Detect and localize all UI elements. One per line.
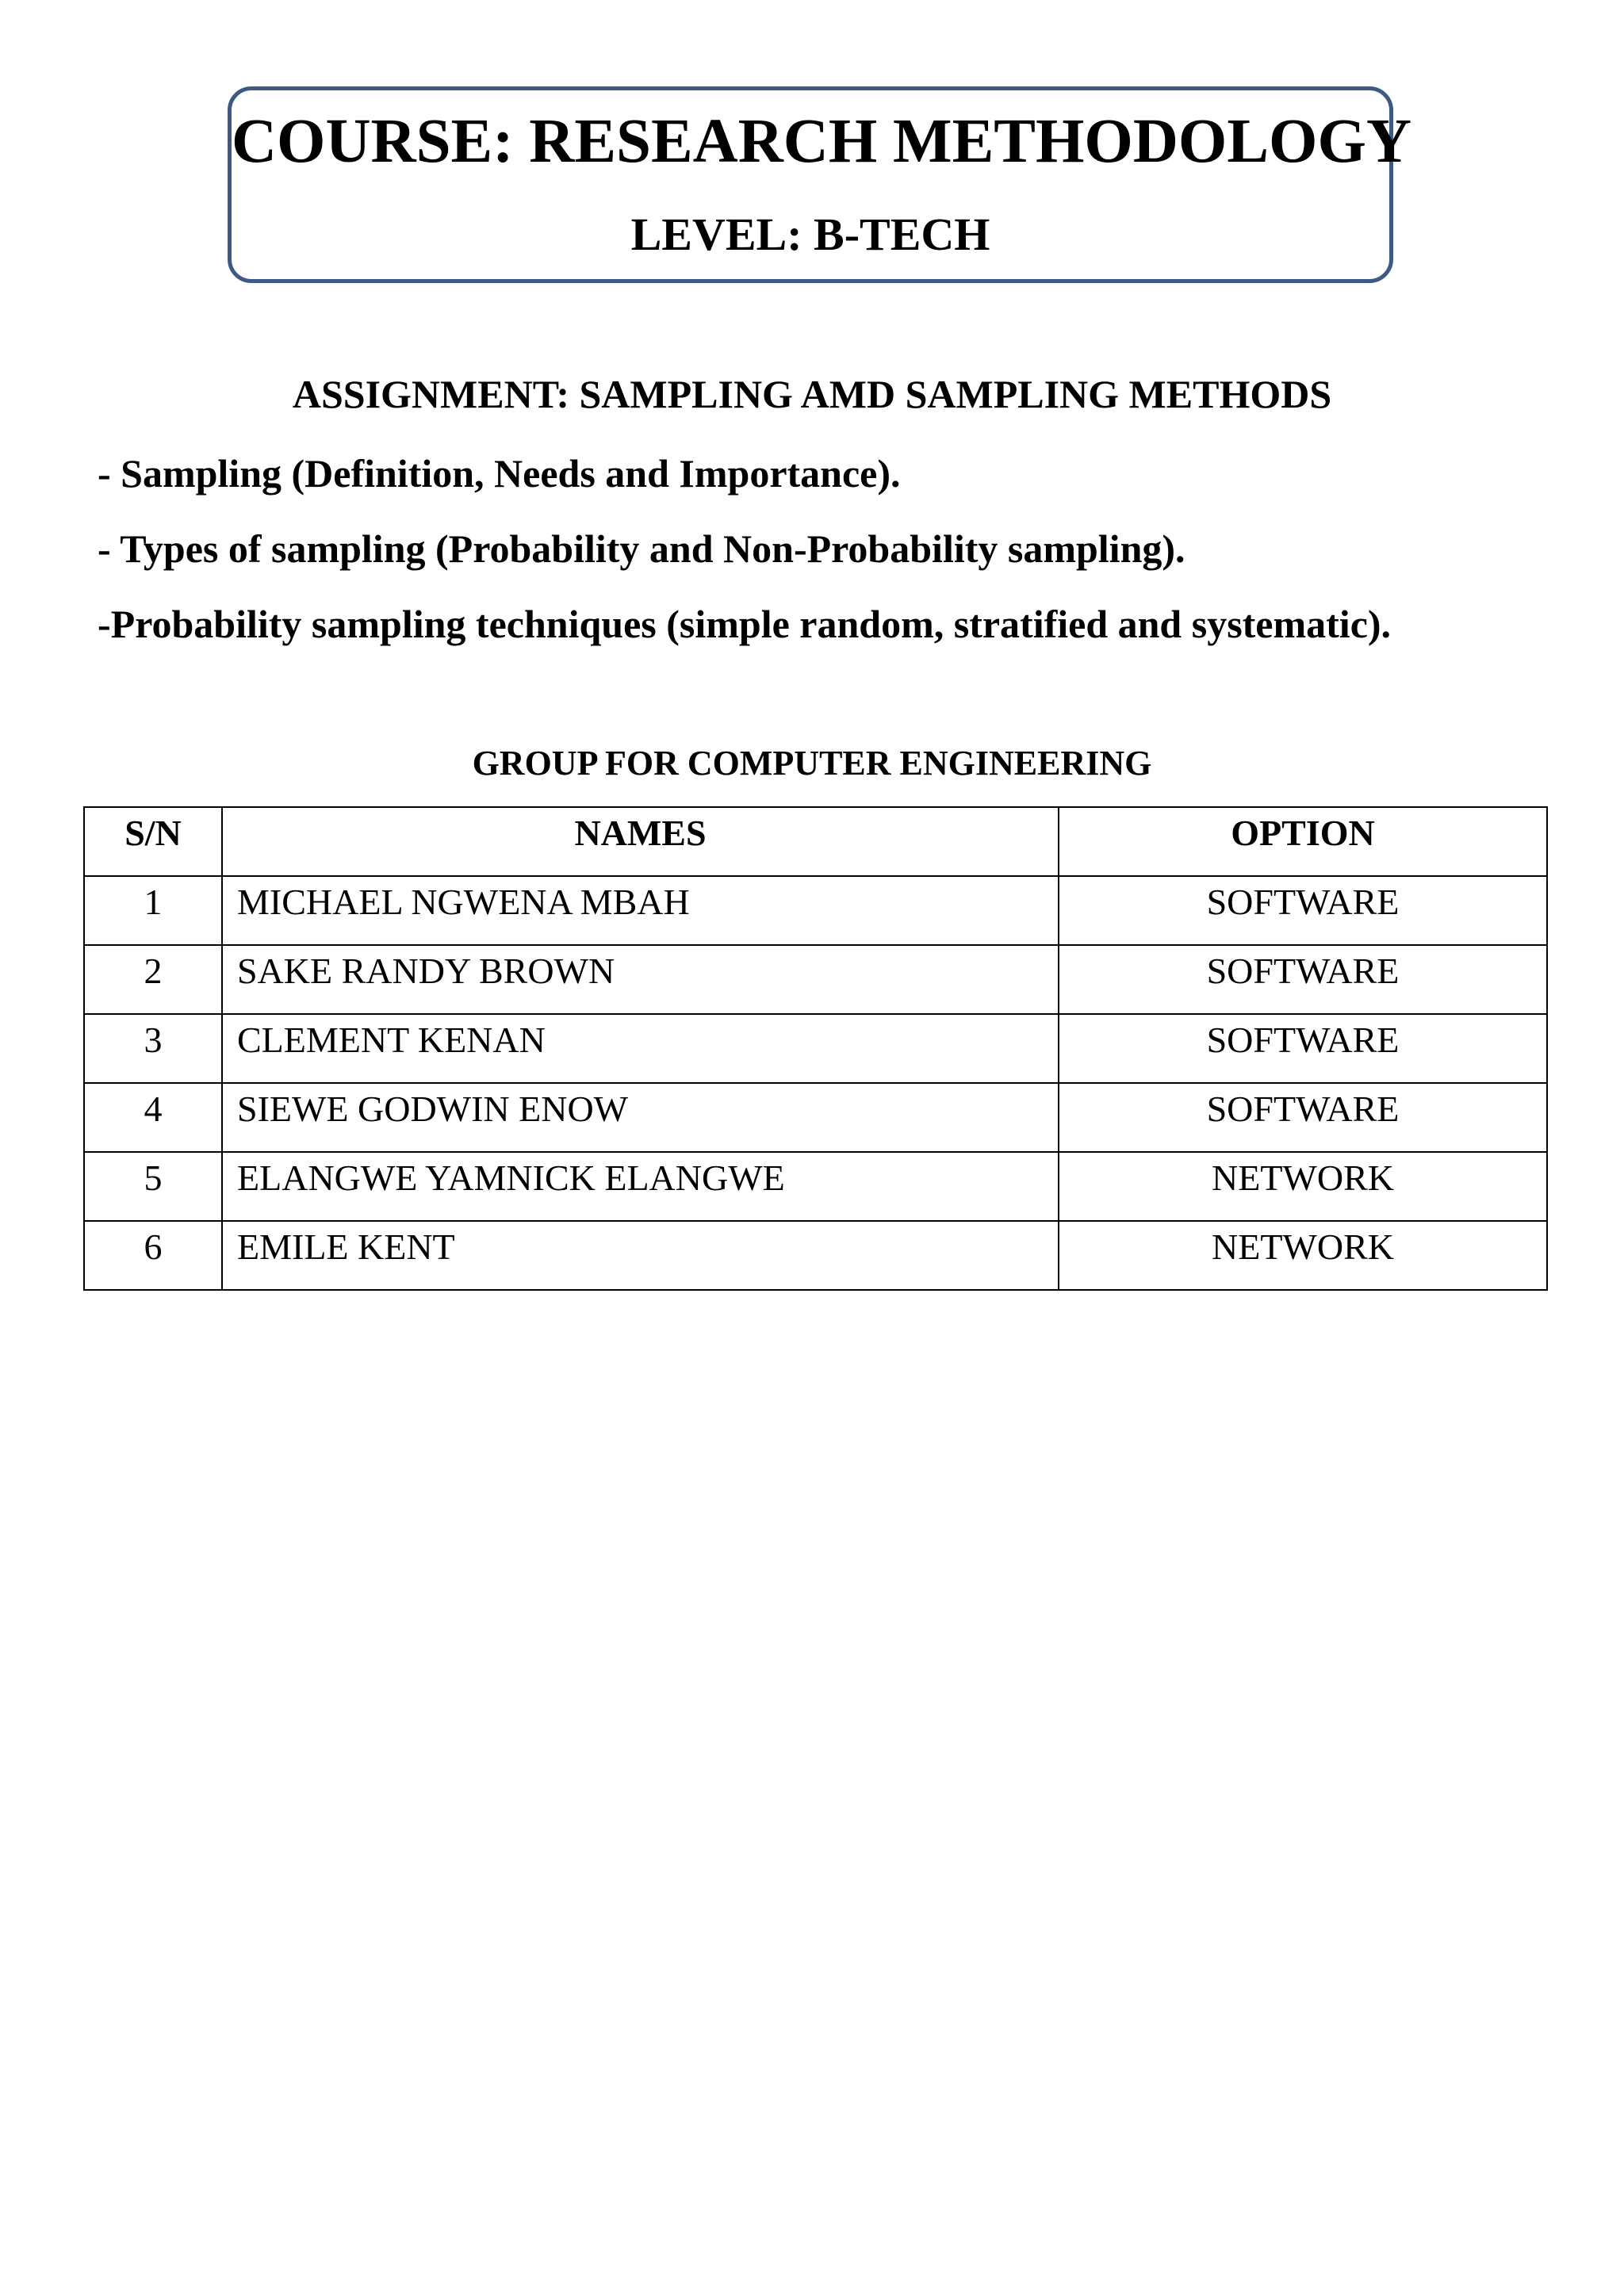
- cell-name: MICHAEL NGWENA MBAH: [222, 876, 1059, 945]
- table-row: [84, 876, 1547, 945]
- table-row: [84, 1014, 1547, 1083]
- cell-sn: 4: [84, 1083, 222, 1152]
- cell-name: CLEMENT KENAN: [222, 1014, 1059, 1083]
- cell-name: EMILE KENT: [222, 1221, 1059, 1290]
- table-row: [84, 1221, 1547, 1290]
- group-title: GROUP FOR COMPUTER ENGINEERING: [472, 744, 1152, 783]
- assignment-title: ASSIGNMENT: SAMPLING AMD SAMPLING METHODS: [292, 372, 1332, 416]
- topic-item: - Sampling (Definition, Needs and Importance).: [98, 451, 901, 496]
- cell-option: SOFTWARE: [1059, 945, 1547, 1014]
- table-row: [84, 1152, 1547, 1221]
- cell-option: SOFTWARE: [1059, 876, 1547, 945]
- cell-option: NETWORK: [1059, 1221, 1547, 1290]
- cell-sn: 2: [84, 945, 222, 1014]
- course-title: COURSE: RESEARCH METHODOLOGY: [232, 107, 1412, 176]
- column-header-sn: S/N: [84, 807, 222, 876]
- cell-option: NETWORK: [1059, 1152, 1547, 1221]
- cell-sn: 5: [84, 1152, 222, 1221]
- column-header-option: OPTION: [1059, 807, 1547, 876]
- cell-name: SAKE RANDY BROWN: [222, 945, 1059, 1014]
- cell-sn: 1: [84, 876, 222, 945]
- cell-option: SOFTWARE: [1059, 1083, 1547, 1152]
- level-title: LEVEL: B-TECH: [630, 209, 990, 260]
- table-row: [84, 945, 1547, 1014]
- column-header-names: NAMES: [222, 807, 1059, 876]
- table-row: [84, 1083, 1547, 1152]
- course-header-box: [228, 86, 1412, 283]
- cell-sn: 3: [84, 1014, 222, 1083]
- topic-item: - Types of sampling (Probability and Non-Probability sampling).: [98, 526, 1185, 571]
- topic-item: -Probability sampling techniques (simple random, stratified and systematic).: [98, 602, 1392, 646]
- cell-sn: 6: [84, 1221, 222, 1290]
- group-members-table: [83, 806, 1548, 1291]
- cell-name: SIEWE GODWIN ENOW: [222, 1083, 1059, 1152]
- cell-name: ELANGWE YAMNICK ELANGWE: [222, 1152, 1059, 1221]
- table-header-row: [84, 807, 1547, 876]
- cell-option: SOFTWARE: [1059, 1014, 1547, 1083]
